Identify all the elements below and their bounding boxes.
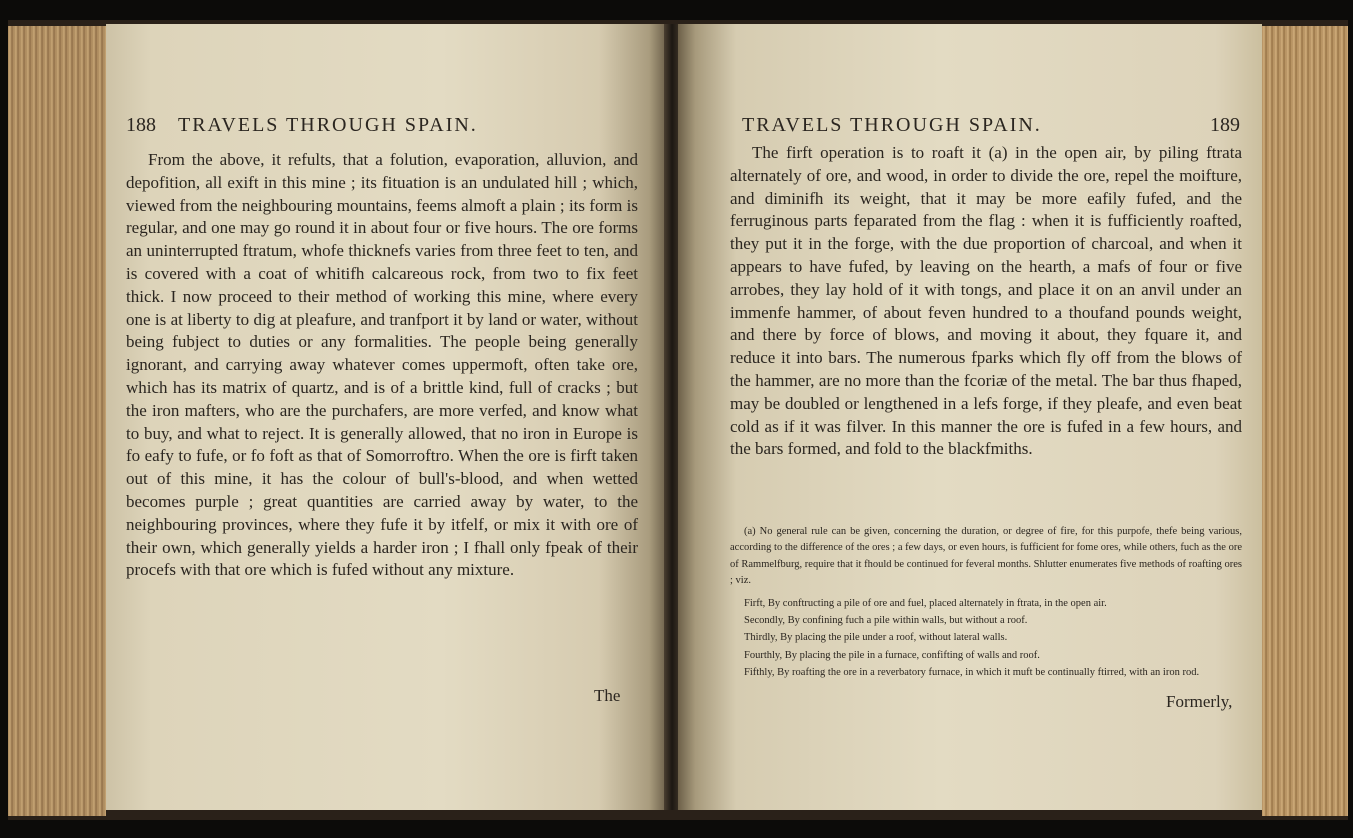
footnote-item: Thirdly, By placing the pile under a roof, without lateral walls. (744, 632, 1008, 644)
footnote-item: Firft, By conftructing a pile of ore and fuel, placed alternately in ftrata, in the open air. (744, 597, 1107, 609)
right-paragraph: The firft operation is to roaft it (a) in the open air, by piling ftrata alternately of ore, and wood, in order to divide the ore, repel the moifture, and diminifh its weight, that it may be more eafily fufed, and the ferruginous parts feparated from the flag : when it is fufficiently roafted, they put it in the forge, with the due proportion of charcoal, and when it appears to have fufed, by leaving on the hearth, a mafs of four or five arrobes, they lay hold of it with tongs, and place it on an anvil under an immenfe hammer, of about feven hundred to a thoufand pounds weight, and there by force of blows, and moving it about, they fquare it, and reduce it into bars. The numerous fparks which fly off from the blows of the hammer, are no more than the fcoriæ of the metal. The bar thus fhaped, may be doubled or lengthened in a lefs forge, if they pleafe, and even beat cold as if it was filver. In this manner the ore is fufed in a few hours, and the bars formed, and fold to the blackfmiths. (730, 143, 1242, 459)
right-page (678, 24, 1262, 810)
left-page-edges (8, 26, 106, 816)
right-page-edges (1262, 26, 1348, 816)
right-page-number: 189 (1210, 114, 1240, 136)
footnote-item: Secondly, By confining fuch a pile within walls, but without a roof. (744, 615, 1028, 627)
left-page-text (126, 149, 638, 582)
right-running-head: TRAVELS THROUGH SPAIN. (742, 114, 1042, 136)
right-page-text (730, 142, 1242, 461)
footnote-item: Fifthly, By roafting the ore in a reverbatory furnace, in which it muft be continually ftirred, with an iron rod. (744, 667, 1200, 679)
left-page-number: 188 (126, 114, 156, 136)
left-paragraph: From the above, it refults, that a folution, evaporation, alluvion, and depofition, all exift in this mine ; its fituation is an undulated hill ; which, viewed from the neighbouring mountains, feems almoft a plain ; its form is regular, and one may go round it in about four or five hours. The ore forms an uninterrupted ftratum, whofe thicknefs varies from three feet to ten, and is covered with a coat of whitifh calcareous rock, from two to fix feet thick. I now proceed to their method of working this mine, where every one is at liberty to dig at pleafure, and tranfport it by land or water, without being fubject to duties or any formalities. The people being generally ignorant, and carrying away whatever comes uppermoft, often take ore, which has its matrix of quartz, and is of a brittle kind, full of cracks ; but the iron mafters, who are the purchafers, are more verfed, and know what to buy, and what to reject. It is generally allowed, that no iron in Europe is fo eafy to fufe, or fo foft as that of Somorroftro. When the ore is firft taken out of this mine, it has the colour of bull's-blood, and when wetted becomes purple ; great quantities are carried away by water, to the neighbouring provinces, where they fufe it by itfelf, or mix it with ore of their own, which generally yields a harder iron ; I fhall only fpeak of their procefs with that ore which is fufed without any mixture. (126, 150, 638, 580)
footnote-item: Fourthly, By placing the pile in a furnace, confifting of walls and roof. (744, 649, 1040, 661)
footnote-intro: (a) No general rule can be given, concerning the duration, or degree of fire, for this purpofe, thefe being various, according to the difference of the ores ; a few days, or even hours, is fufficient for fome ores, while others, fuch as the ore of Rammelfburg, require that it fhould be continued for feveral months. Shlutter enumerates five methods of roafting ores ; viz. (730, 526, 1242, 587)
left-running-head: TRAVELS THROUGH SPAIN. (178, 114, 478, 136)
footnote (730, 524, 1242, 683)
left-catchword: The (594, 686, 621, 705)
right-catchword: Formerly, (1166, 692, 1233, 711)
left-page (106, 24, 666, 810)
